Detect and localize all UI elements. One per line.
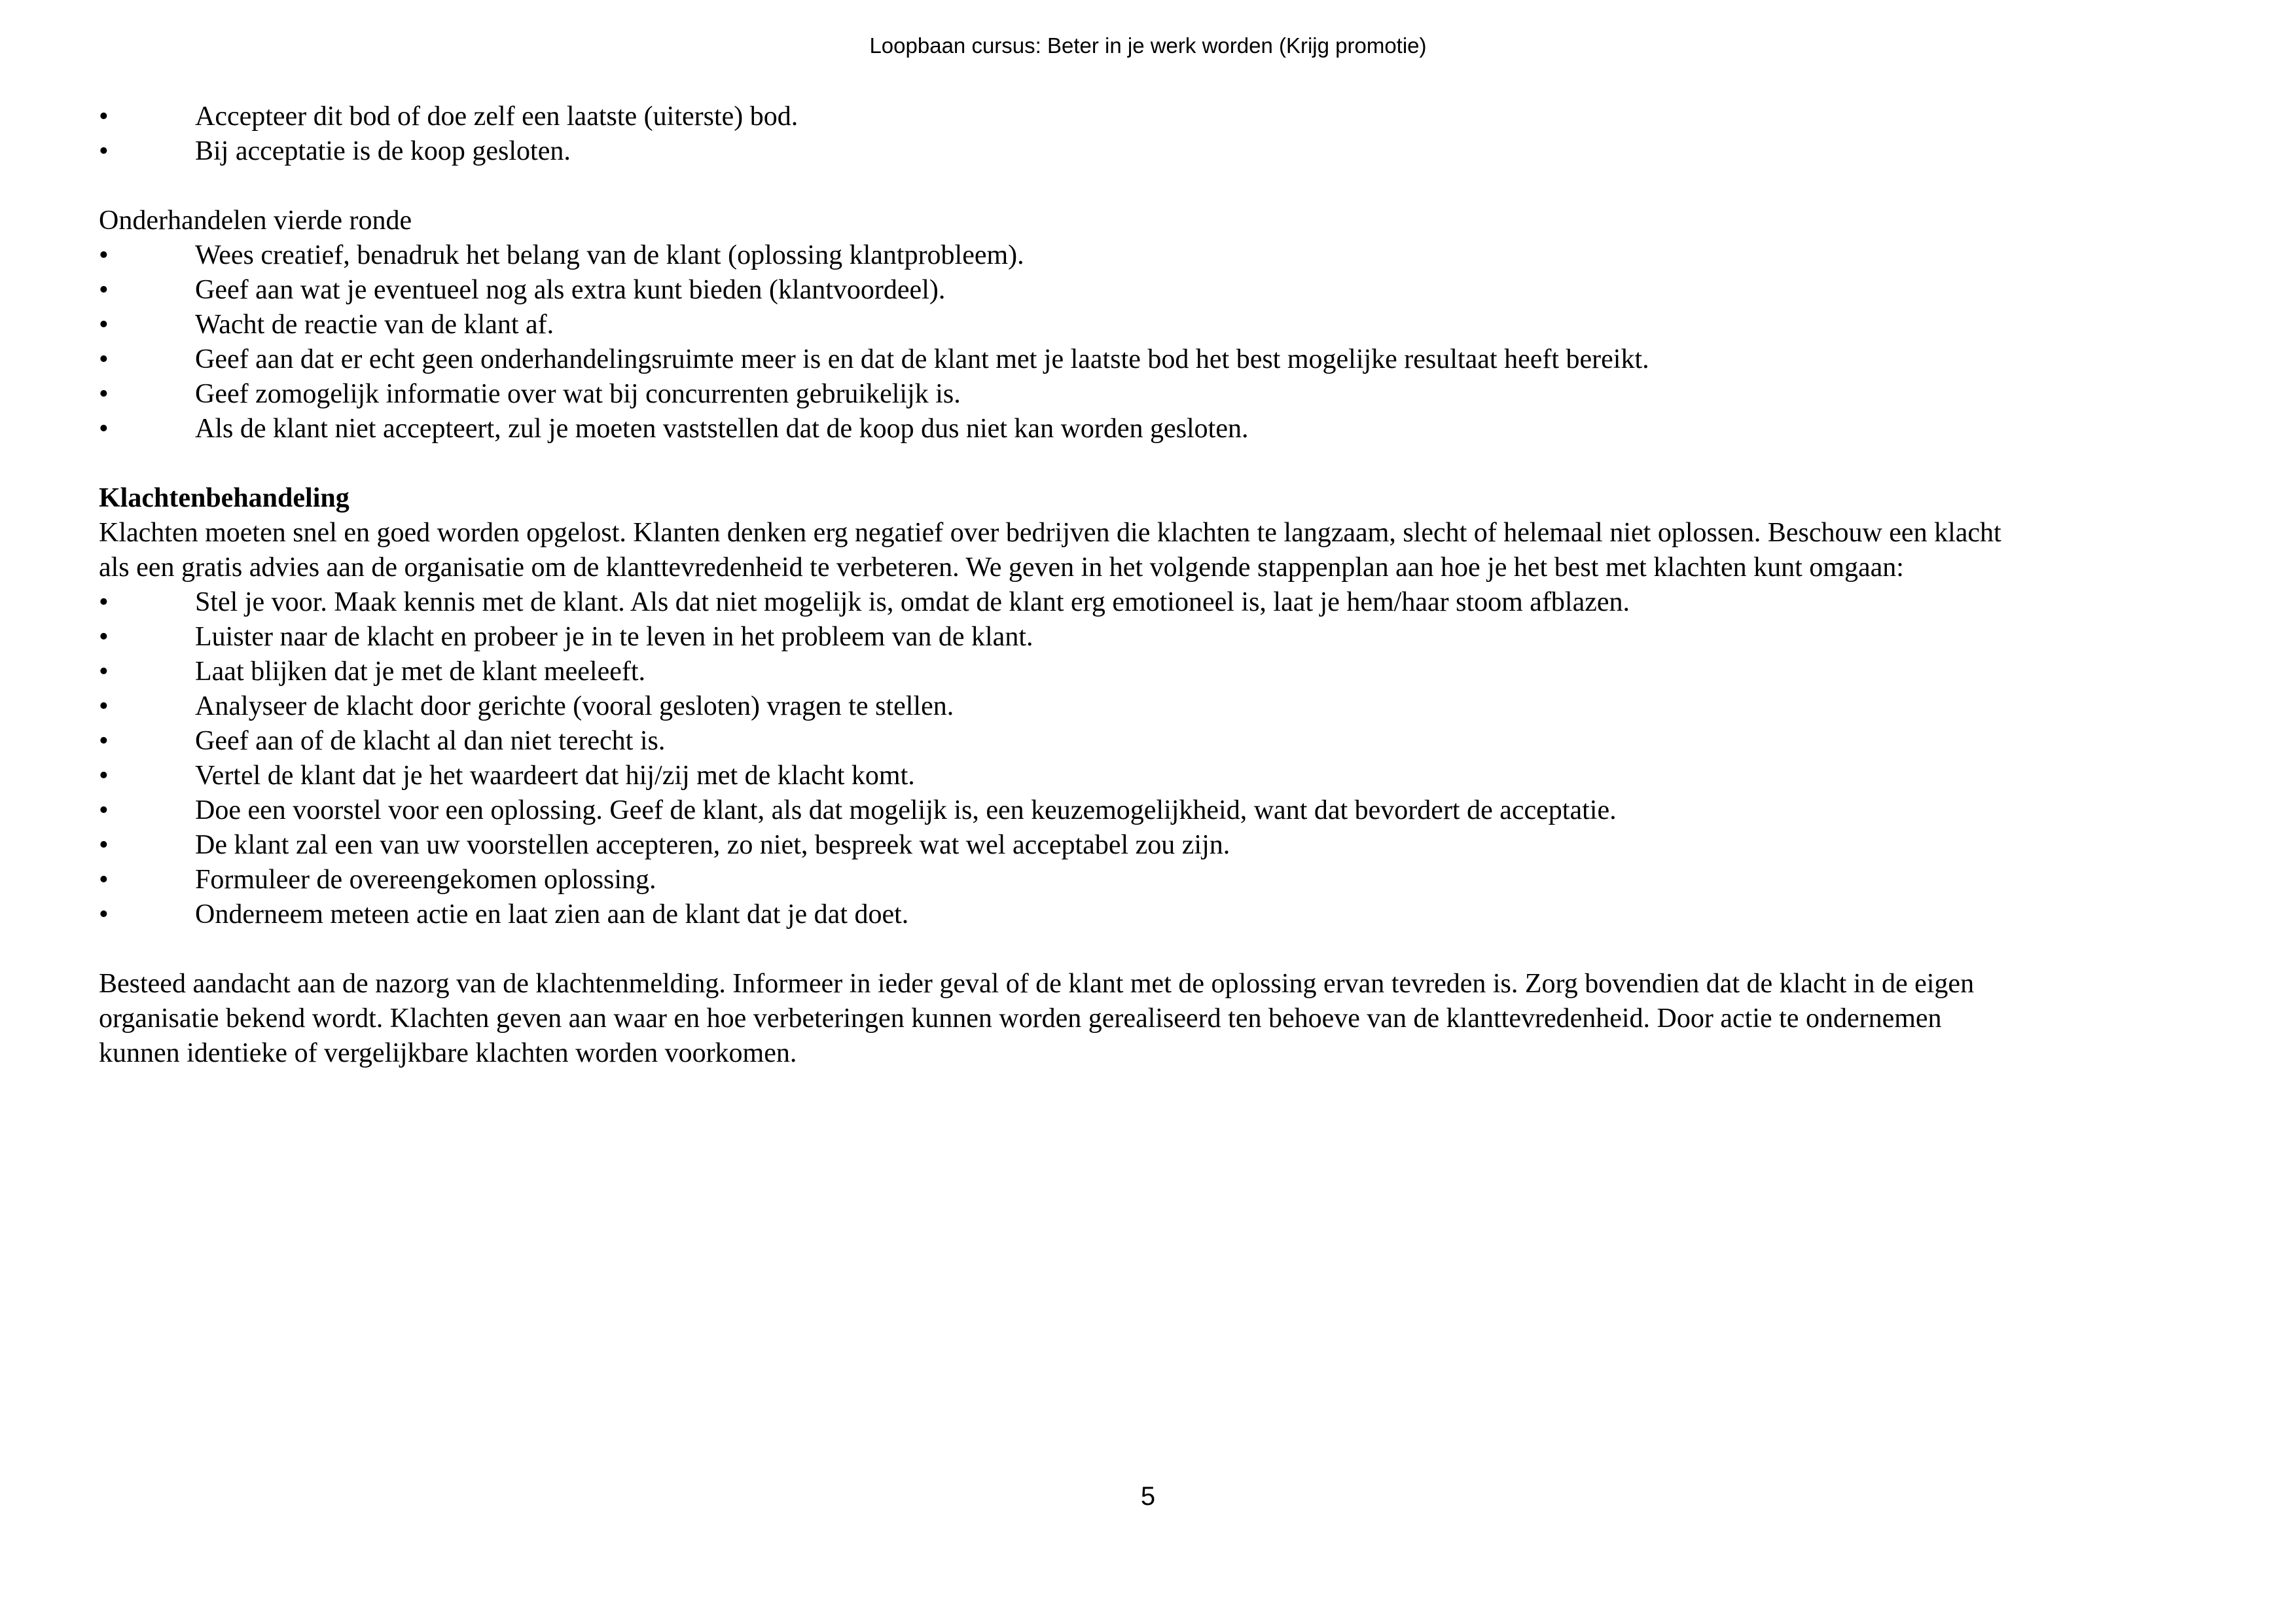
bullet-icon: • [99,830,109,860]
bullet-icon: • [99,795,109,825]
bullet-list-round-four [99,238,2213,446]
bullet-icon: • [99,344,109,374]
paragraph-line: organisatie bekend wordt. Klachten geven aan waar en hoe verbeteringen kunnen worden gerealiseerd ten behoeve van de klanttevredenheid. Door actie te ondernemen [99,1003,1942,1034]
bullet-icon: • [99,136,109,166]
complaints-intro-paragraph [99,516,2213,585]
bullet-list-complaint-steps [99,585,2213,932]
list-item-text: Als de klant niet accepteert, zul je moeten vaststellen dat de koop dus niet kan worden gesloten. [195,414,1249,444]
spacer [99,932,2213,967]
section-heading-complaints: Klachtenbehandeling [99,483,350,513]
list-item-text: Wacht de reactie van de klant af. [195,310,554,340]
list-item-text: Vertel de klant dat je het waardeert dat hij/zij met de klacht komt. [195,761,915,791]
list-item [99,863,2213,897]
bullet-list-round-three-tail [99,99,2213,169]
bullet-icon: • [99,726,109,756]
bullet-icon: • [99,240,109,270]
bullet-icon: • [99,379,109,409]
list-item [99,238,2213,273]
paragraph-line: als een gratis advies aan de organisatie om de klanttevredenheid te verbeteren. We geven in het volgende stappenplan aan hoe je het best met klachten kunt omgaan: [99,552,1904,583]
bullet-icon: • [99,691,109,721]
list-item-text: Laat blijken dat je met de klant meeleeft. [195,657,646,687]
list-item-text: Luister naar de klacht en probeer je in te leven in het probleem van de klant. [195,622,1033,652]
list-item [99,793,2213,828]
spacer [99,446,2213,481]
list-item [99,377,2213,412]
page-number: 5 [1140,1482,1156,1511]
bullet-icon: • [99,587,109,617]
paragraph-line: Besteed aandacht aan de nazorg van de klachtenmelding. Informeer in ieder geval of de klant met de oplossing ervan tevreden is. Zorg bovendien dat de klacht in de eigen [99,969,1975,999]
bullet-icon: • [99,414,109,444]
spacer [99,169,2213,204]
complaints-closing-paragraph [99,967,2213,1071]
list-item [99,585,2213,620]
list-item-text: Geef aan dat er echt geen onderhandelingsruimte meer is en dat de klant met je laatste bod het best mogelijke resultaat heeft bereikt. [195,344,1649,374]
list-item-text: Geef aan of de klacht al dan niet terecht is. [195,726,666,756]
list-item [99,897,2213,932]
list-item [99,655,2213,689]
list-item-text: Stel je voor. Maak kennis met de klant. Als dat niet mogelijk is, omdat de klant erg emotioneel is, laat je hem/haar stoom afblazen. [195,587,1630,617]
section-title-round-four: Onderhandelen vierde ronde [99,206,412,236]
list-item [99,759,2213,793]
bullet-icon: • [99,865,109,895]
list-item [99,689,2213,724]
bullet-icon: • [99,101,109,132]
list-item [99,99,2213,134]
list-item-text: Doe een voorstel voor een oplossing. Geef de klant, als dat mogelijk is, een keuzemogelijkheid, want dat bevordert de acceptatie. [195,795,1617,825]
list-item [99,308,2213,342]
list-item-text: Wees creatief, benadruk het belang van de klant (oplossing klantprobleem). [195,240,1024,270]
list-item [99,273,2213,308]
list-item-text: Formuleer de overeengekomen oplossing. [195,865,656,895]
bullet-icon: • [99,622,109,652]
list-item [99,134,2213,169]
bullet-icon: • [99,310,109,340]
list-item-text: Accepteer dit bod of doe zelf een laatste (uiterste) bod. [195,101,798,132]
list-item-text: Geef aan wat je eventueel nog als extra kunt bieden (klantvoordeel). [195,275,946,305]
page-header: Loopbaan cursus: Beter in je werk worden (Krijg promotie) [869,33,1427,58]
list-item [99,620,2213,655]
list-item-text: De klant zal een van uw voorstellen accepteren, zo niet, bespreek wat wel acceptabel zou zijn. [195,830,1230,860]
list-item [99,342,2213,377]
bullet-icon: • [99,275,109,305]
bullet-icon: • [99,899,109,929]
list-item-text: Bij acceptatie is de koop gesloten. [195,136,571,166]
document-body [99,99,2213,1071]
paragraph-line: kunnen identieke of vergelijkbare klachten worden voorkomen. [99,1038,797,1068]
list-item-text: Onderneem meteen actie en laat zien aan de klant dat je dat doet. [195,899,909,929]
bullet-icon: • [99,761,109,791]
list-item [99,828,2213,863]
list-item-text: Geef zomogelijk informatie over wat bij concurrenten gebruikelijk is. [195,379,961,409]
list-item [99,412,2213,446]
list-item [99,724,2213,759]
list-item-text: Analyseer de klacht door gerichte (vooral gesloten) vragen te stellen. [195,691,954,721]
paragraph-line: Klachten moeten snel en goed worden opgelost. Klanten denken erg negatief over bedrijven die klachten te langzaam, slecht of helemaal niet oplossen. Beschouw een klacht [99,518,2001,548]
bullet-icon: • [99,657,109,687]
